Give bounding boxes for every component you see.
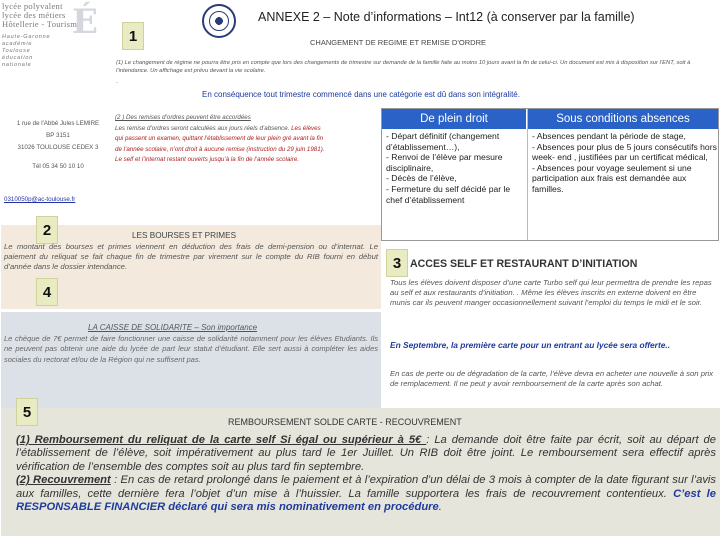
page-subtitle: CHANGEMENT DE REGIME ET REMISE D’ORDRE — [310, 38, 486, 47]
logo-letter: É — [72, 2, 98, 42]
logo-line-2: lycée des métiers — [2, 10, 66, 20]
school-address — [2, 120, 114, 182]
recouvrement-highlight: C’est le RESPONSABLE FINANCIER déclaré qui sera mis nominativement en procédure — [16, 487, 716, 514]
section-badge-2: 2 — [36, 216, 58, 244]
list-item: - Absences pour plus de 5 jours consécutifs hors week- end , justifiées par un certificat médical, — [532, 141, 717, 163]
list-item: - Absences pour voyage seulement si une participation aux frais est demandée aux familles. — [532, 162, 692, 194]
address-phone: Tél 05 34 50 10 10 — [32, 163, 84, 170]
section-self-text-3: En cas de perte ou de dégradation de la carte, l’élève devra en acheter une nouvelle à son prix de remplacement. Il ne peut y avoir remboursement de la carte après son achat. — [390, 369, 714, 389]
table-col-sous-conditions — [532, 131, 718, 195]
address-bp: BP 3151 — [46, 132, 70, 139]
note2-intro: (2 ) Des remises d’ordres peuvent être accordées — [115, 114, 251, 121]
note2-red-text: Les élèves qui passent un examen, quittant l’établissement de leur plein gré avant la fin de l’année scolaire, n’ont droit à aucune remise (instruction du 29 juin 1981). Le self et l’internat restant ouverts jusqu’à la fin de l’année scolaire. — [115, 124, 325, 164]
note-remises-ordre — [115, 113, 327, 166]
remboursement-heading: (1) Remboursement du reliquat de la carte self Si égal ou supérieur à 5€ — [16, 434, 427, 446]
section-self-text-1: Tous les élèves doivent disposer d’une carte Turbo self qui leur permettra de prendre les repas au self et aux restaurants d’initiation. . Même les élèves inscrits en externe doivent en être munis car ils peuvent manger occasionnellement suivant l’emploi du temps le midi et le soir. — [390, 278, 712, 308]
logo-sub-2: académie — [2, 41, 33, 47]
section-solidarite-title: LA CAISSE DE SOLIDARITE – Son importance — [88, 323, 258, 332]
table-divider — [527, 109, 528, 240]
section-badge-3: 3 — [386, 249, 408, 277]
section-bourses-title: LES BOURSES ET PRIMES — [132, 231, 237, 240]
seal-icon — [202, 4, 236, 38]
section-self-text-2: En Septembre, la première carte pour un entrant au lycée sera offerte.. — [390, 340, 671, 350]
recouvrement-heading: (2) Recouvrement — [16, 474, 111, 487]
list-item: - Absences pendant la période de stage, — [532, 131, 686, 141]
school-email-link[interactable]: 0310050p@ac-toulouse.fr — [4, 196, 76, 203]
list-item: - Renvoi de l’élève par mesure disciplinaire, — [386, 152, 503, 173]
section-badge-5: 5 — [16, 398, 38, 426]
consequence-notice: En conséquence tout trimestre commencé dans une catégorie est dû dans son intégralité. — [202, 90, 520, 99]
section-remboursement-text — [16, 434, 716, 514]
logo-sub-1: Haute-Garonne — [2, 34, 51, 40]
note-dot: . — [116, 78, 118, 85]
logo-line-3: Hôtellerie - Tourisme — [2, 19, 82, 29]
section-bourses-text: Le montant des bourses et primes viennent en déduction des frais de demi-pension ou d’internat. Le paiement du reliquat se fait chaque fin de trimestre par virement sur le compte du RIB fourni en début d’année dans le dossier intendance. — [4, 242, 378, 271]
list-item: - Fermeture du self décidé par le chef d’établissement — [386, 183, 511, 205]
list-item: - Départ définitif (changement d’établissement…), — [386, 131, 500, 152]
section-self-title: ACCES SELF ET RESTAURANT D’INITIATION — [410, 258, 638, 270]
address-city: 31026 TOULOUSE CEDEX 3 — [17, 144, 99, 151]
table-header-plein-droit: De plein droit — [382, 109, 526, 129]
note-changement-regime: (1) Le changement de régime ne pourra être pris en compte que lors des changements de trimestre sur demande de la famille faite au moins 10 jours avant la fin de celui-ci. Un document est mis à disposition sur l’ENT, soit à l’intendance. Un affichage est prévu devant la vie scolaire. — [116, 60, 691, 74]
school-logo — [2, 2, 114, 98]
list-item: - Décès de l’élève, — [386, 173, 457, 184]
table-header-sous-conditions: Sous conditions absences — [528, 109, 718, 129]
logo-sub-3: Toulouse — [2, 48, 31, 54]
recouvrement-text: : En cas de retard prolongé dans le paiement et à l’expiration d’un délai de 3 mois à compter de la date figurant sur l’avis aux familles, cette dernière fera l’objet d’un mise à l’huissier. La famille supportera les frais de recouvrement contentieux. — [16, 474, 717, 500]
recouvrement-end: . — [438, 501, 442, 514]
note2-line1: Les remise d’ordres seront calculées aux jours réels d’absence. — [115, 124, 290, 132]
address-street: 1 rue de l'Abbé Jules LEMIRE — [16, 120, 100, 127]
remise-conditions-table — [381, 108, 719, 241]
section-solidarite-text: Le chèque de 7€ permet de faire fonctionner une caisse de solidarité notamment pour les élèves Etudiants. Ils ne peuvent pas obtenir une aide du lycée de part leur statut d’étudiant. Elle sert aussi à compléter les aides sociales du rectorat et/ou de la Région qui ne suffisent pas. — [4, 334, 378, 364]
table-col-plein-droit — [386, 131, 524, 205]
logo-line-1: lycée polyvalent — [2, 1, 63, 11]
section-badge-1: 1 — [122, 22, 144, 50]
section-remboursement-title: REMBOURSEMENT SOLDE CARTE - RECOUVREMENT — [228, 417, 462, 427]
section-badge-4: 4 — [36, 278, 58, 306]
logo-sub-5: nationale — [2, 62, 32, 68]
page-title: ANNEXE 2 – Note d’informations – Int12 (à conserver par la famille) — [258, 10, 635, 24]
remboursement-text: : La demande doit être faite par écrit, soit au départ de l’établissement de l’élève, soit impérativement au plus tard le 1er Juillet. Un RIB doit être joint. Le remboursement sera effectif après vérification de l’ensemble des comptes soit au plus tard fin septembre. — [16, 434, 716, 473]
logo-sub-4: éducation — [2, 55, 34, 61]
